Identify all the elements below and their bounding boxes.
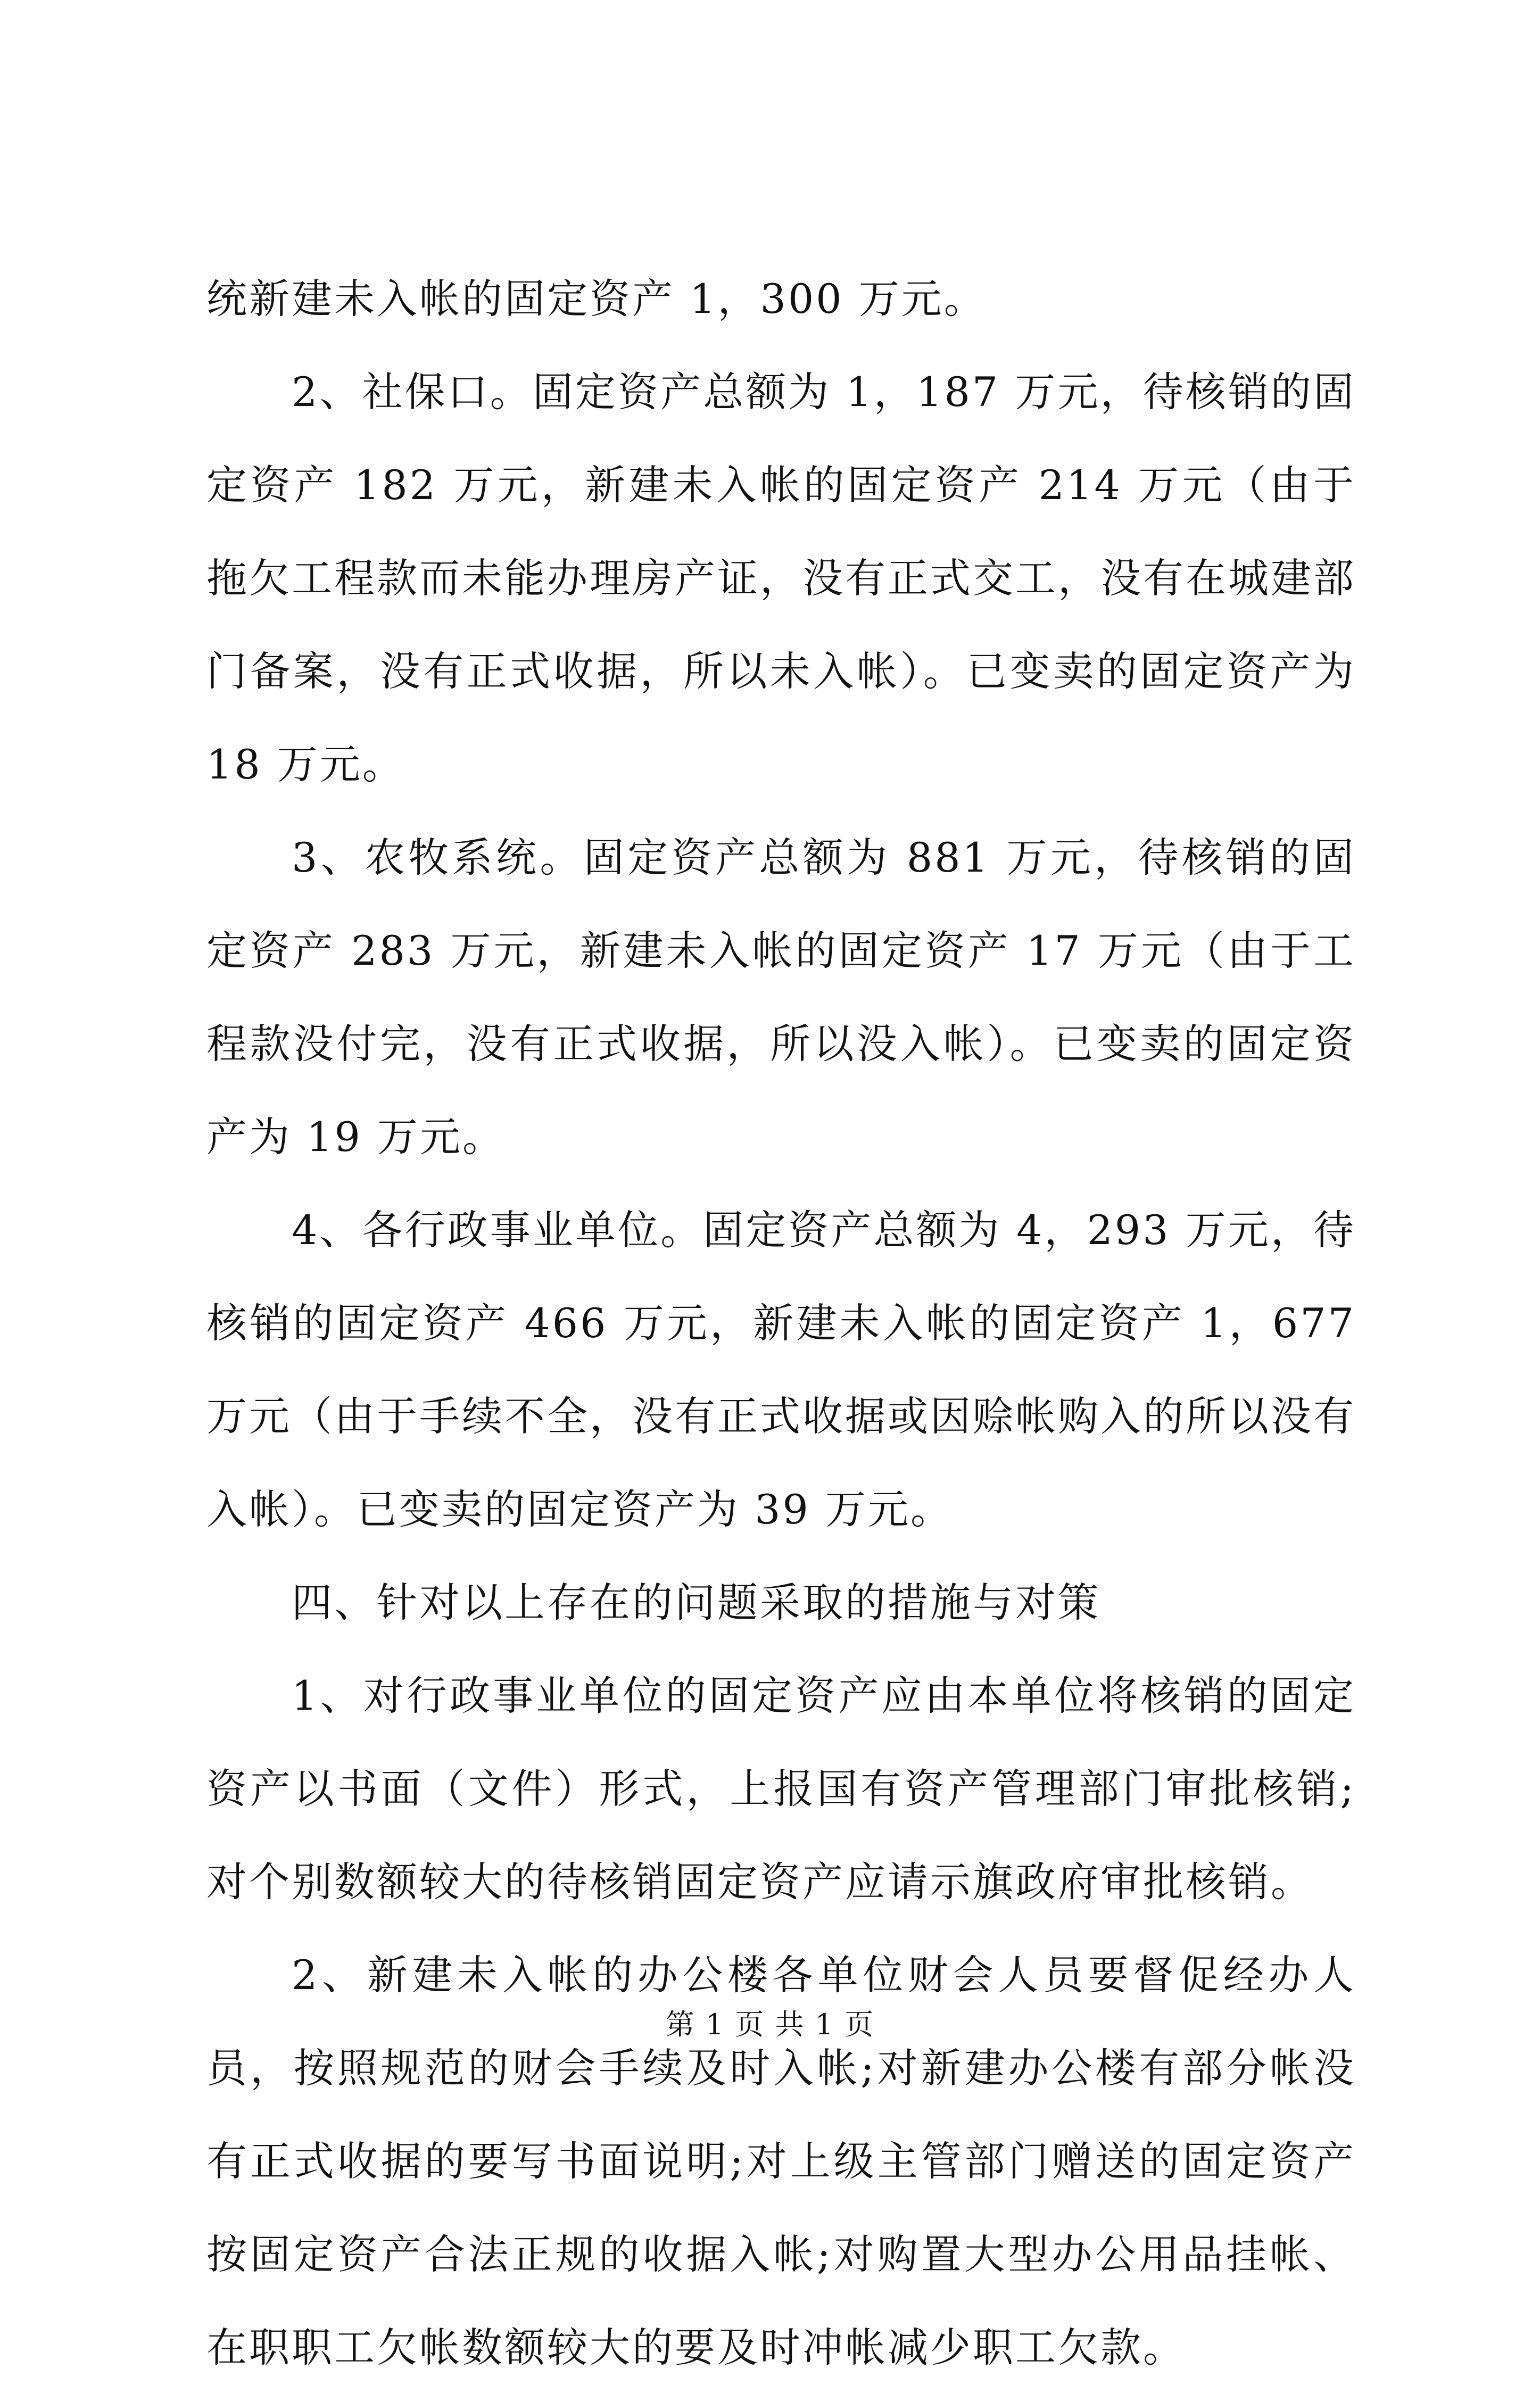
paragraph-measure-2: 2、新建未入帐的办公楼各单位财会人员要督促经办人员，按照规范的财会手续及时入帐;对新建办公楼有部分帐没有正式收据的要写书面说明;对上级主管部门赠送的固定资产按固定资产合法正规的收据入帐;对购置大型办公用品挂帐、在职职工欠帐数额较大的要及时冲帐减少职工欠款。 — [206, 1951, 1356, 2371]
paragraph-continued: 统新建未入帐的固定资产 1，300 万元。 — [206, 275, 987, 322]
paragraph-measure-1: 1、对行政事业单位的固定资产应由本单位将核销的固定资产以书面（文件）形式，上报国有资产管理部门审批核销;对个别数额较大的待核销固定资产应请示旗政府审批核销。 — [206, 1672, 1356, 1906]
paragraph-administrative-units: 4、各行政事业单位。固定资产总额为 4，293 万元，待核销的固定资产 466 万元，新建未入帐的固定资产 1，677 万元（由于手续不全，没有正式收据或因赊帐购入的所以没有入帐）。已变卖的固定资产为 39 万元。 — [206, 1206, 1356, 1533]
paragraph-agriculture: 3、农牧系统。固定资产总额为 881 万元，待核销的固定资产 283 万元，新建未入帐的固定资产 17 万元（由于工程款没付完，没有正式收据，所以没入帐）。已变卖的固定资产为 19 万元。 — [206, 834, 1356, 1161]
document-body — [206, 252, 1356, 2394]
page-footer: 第 1 页 共 1 页 — [665, 2008, 875, 2041]
section-heading-measures: 四、针对以上存在的问题采取的措施与对策 — [292, 1579, 1100, 1626]
paragraph-social-security: 2、社保口。固定资产总额为 1，187 万元，待核销的固定资产 182 万元，新建未入帐的固定资产 214 万元（由于拖欠工程款而未能办理房产证，没有正式交工，没有在城建部门备案，没有正式收据，所以未入帐）。已变卖的固定资产为 18 万元。 — [206, 368, 1356, 788]
